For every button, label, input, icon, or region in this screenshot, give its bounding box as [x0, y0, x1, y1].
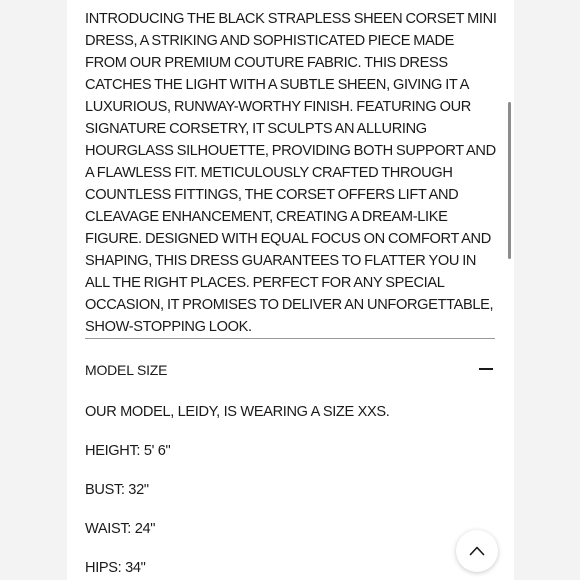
model-size-line: WAIST: 24"	[85, 521, 156, 537]
model-size-line: OUR MODEL, LEIDY, IS WEARING A SIZE XXS.	[85, 404, 390, 420]
minus-icon[interactable]	[479, 368, 493, 370]
chevron-up-icon	[469, 543, 485, 559]
model-size-title: MODEL SIZE	[85, 362, 168, 378]
vertical-scrollbar[interactable]	[508, 102, 511, 259]
model-size-line: HIPS: 34"	[85, 560, 146, 576]
model-size-details	[85, 402, 497, 580]
model-size-line: BUST: 32"	[85, 482, 149, 498]
model-size-accordion-header[interactable]	[85, 358, 495, 382]
product-details-panel	[67, 0, 514, 580]
section-divider	[85, 338, 495, 339]
model-size-line: HEIGHT: 5' 6"	[85, 443, 171, 459]
scroll-to-top-button[interactable]	[456, 530, 498, 572]
product-description: INTRODUCING THE BLACK STRAPLESS SHEEN CORSET MINI DRESS, A STRIKING AND SOPHISTICATED PIECE MADE FROM OUR PREMIUM COUTURE FABRIC. THIS DRESS CATCHES THE LIGHT WITH A SUBTLE SHEEN, GIVING IT A LUXURIOUS, RUNWAY-WORTHY FINISH. FEATURING OUR SIGNATURE CORSETRY, IT SCULPTS AN ALLURING HOURGLASS SILHOUETTE, PROVIDING BOTH SUPPORT AND A FLAWLESS FIT. METICULOUSLY CRAFTED THROUGH COUNTLESS FITTINGS, THE CORSET OFFERS LIFT AND CLEAVAGE ENHANCEMENT, CREATING A DREAM-LIKE FIGURE. DESIGNED WITH EQUAL FOCUS ON COMFORT AND SHAPING, THIS DRESS GUARANTEES TO FLATTER YOU IN ALL THE RIGHT PLACES. PERFECT FOR ANY SPECIAL OCCASION, IT PROMISES TO DELIVER AN UNFORGETTABLE, SHOW-STOPPING LOOK.	[85, 11, 497, 335]
